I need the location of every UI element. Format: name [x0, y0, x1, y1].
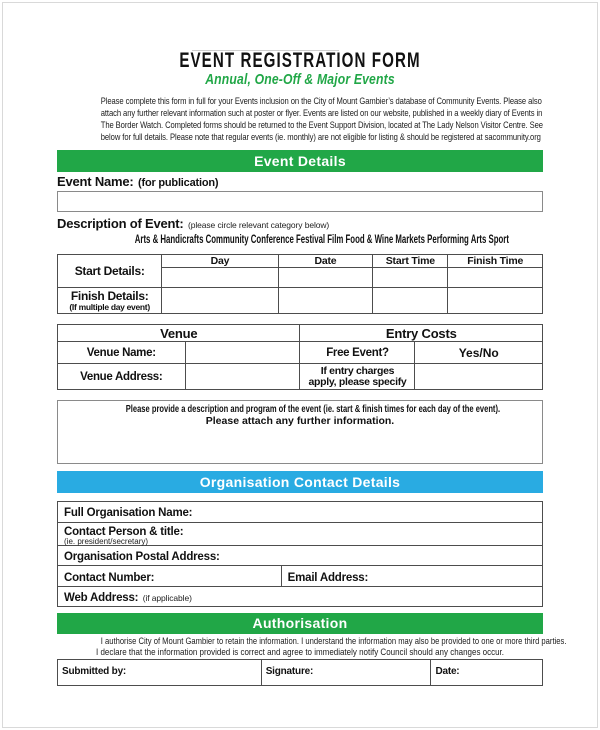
event-name-input[interactable]: [57, 191, 543, 212]
program-instruction-line-1: Please provide a description and program of the event (ie. start & finish times for each day of the event).: [125, 403, 501, 415]
page-title: EVENT REGISTRATION FORM: [179, 49, 421, 72]
column-header-day: Day: [162, 255, 278, 268]
intro-line-4: below for full details. Please note that regular events (ie. monthly) are not eligible for listing & should be registered at sacommunity.org: [100, 132, 541, 142]
event-name-note: (for publication): [138, 177, 219, 189]
description-of-event-row: [57, 217, 543, 231]
description-note: (please circle relevant category below): [188, 220, 330, 230]
section-header-event-details: Event Details: [57, 150, 543, 172]
date-field[interactable]: [431, 660, 543, 686]
authorisation-statement: [57, 636, 567, 657]
free-event-label: Free Event?: [300, 342, 415, 364]
start-start-time-field[interactable]: [373, 268, 448, 288]
venue-header: Venue: [58, 325, 300, 342]
contact-person-note: (ie. president/secretary): [64, 537, 149, 546]
start-finish-time-field[interactable]: [448, 268, 543, 288]
email-address-field[interactable]: [281, 566, 542, 586]
description-label: Description of Event:: [57, 216, 184, 231]
organisation-postal-address-label: Organisation Postal Address:: [64, 551, 220, 563]
finish-start-time-field[interactable]: [373, 288, 448, 314]
entry-costs-header: Entry Costs: [300, 325, 543, 342]
web-address-field[interactable]: [58, 586, 542, 606]
signature-table: [57, 659, 543, 686]
schedule-table: [57, 254, 543, 314]
program-instruction-line-2: Please attach any further information.: [205, 415, 395, 427]
intro-line-3: The Border Watch. Completed forms should be returned to the Event Support Division, located at The Lady Nelson Visitor Centre. See: [100, 120, 543, 130]
finish-details-note: (If multiple day event): [69, 302, 150, 312]
section-header-authorisation: Authorisation: [57, 613, 543, 634]
entry-charges-field[interactable]: [415, 364, 543, 390]
finish-details-label: Finish Details: (If multiple day event): [58, 288, 162, 314]
organisation-table: [57, 501, 543, 607]
finish-day-field[interactable]: [162, 288, 278, 314]
contact-number-email-row: [58, 565, 542, 586]
full-organisation-name-label: Full Organisation Name:: [64, 507, 193, 519]
event-name-label: Event Name:: [57, 174, 134, 189]
page-subtitle: Annual, One-Off & Major Events: [205, 72, 395, 88]
signature-field[interactable]: [261, 660, 431, 686]
submitted-by-field[interactable]: [58, 660, 262, 686]
intro-paragraph: [57, 95, 543, 143]
full-organisation-name-field[interactable]: [58, 502, 542, 522]
start-day-field[interactable]: [162, 268, 278, 288]
section-header-organisation-contact-details: Organisation Contact Details: [57, 471, 543, 493]
submitted-by-label: Submitted by:: [62, 666, 127, 677]
column-header-date: Date: [278, 255, 373, 268]
free-event-yes-no-field[interactable]: Yes/No: [415, 342, 543, 364]
contact-person-field[interactable]: [58, 522, 542, 545]
contact-person-label: Contact Person & title:: [64, 526, 184, 538]
organisation-postal-address-field[interactable]: [58, 545, 542, 565]
column-header-start-time: Start Time: [373, 255, 448, 268]
venue-address-field[interactable]: [185, 364, 300, 390]
date-label: Date:: [435, 666, 460, 677]
form-content: [57, 0, 567, 686]
contact-number-label: Contact Number:: [64, 572, 155, 584]
event-name-row: [57, 175, 543, 189]
intro-line-2: attach any further relevant information such at poster or flyer. Events are listed on our website, published in a weekly diary of Events in: [100, 108, 543, 118]
authorisation-line-1: I authorise City of Mount Gambier to retain the information. I understand the information may also be provided to one or more third parties.: [100, 636, 567, 646]
email-address-label: Email Address:: [287, 572, 369, 584]
entry-charges-label: If entry charges apply, please specify: [300, 364, 415, 390]
start-date-field[interactable]: [278, 268, 373, 288]
intro-line-1: Please complete this form in full for your Events inclusion on the City of Mount Gambier’s database of Community Events. Please also: [100, 96, 542, 106]
web-address-label: Web Address:: [64, 592, 139, 604]
column-header-finish-time: Finish Time: [448, 255, 543, 268]
web-address-note: (if applicable): [142, 593, 192, 603]
program-description-box[interactable]: [57, 400, 543, 464]
venue-entry-table: [57, 324, 543, 390]
venue-name-field[interactable]: [185, 342, 300, 364]
start-details-label: Start Details:: [58, 255, 162, 288]
contact-number-field[interactable]: [58, 566, 281, 586]
finish-date-field[interactable]: [278, 288, 373, 314]
signature-label: Signature:: [265, 666, 314, 677]
finish-finish-time-field[interactable]: [448, 288, 543, 314]
venue-name-label: Venue Name:: [58, 342, 186, 364]
category-options: Arts & Handicrafts Community Conference Festival Film Food & Wine Markets Performing Arts Sport: [134, 234, 509, 246]
authorisation-line-2: I declare that the information provided is correct and agree to immediately notify Council should any changes occur.: [96, 646, 504, 657]
venue-address-label: Venue Address:: [58, 364, 186, 390]
